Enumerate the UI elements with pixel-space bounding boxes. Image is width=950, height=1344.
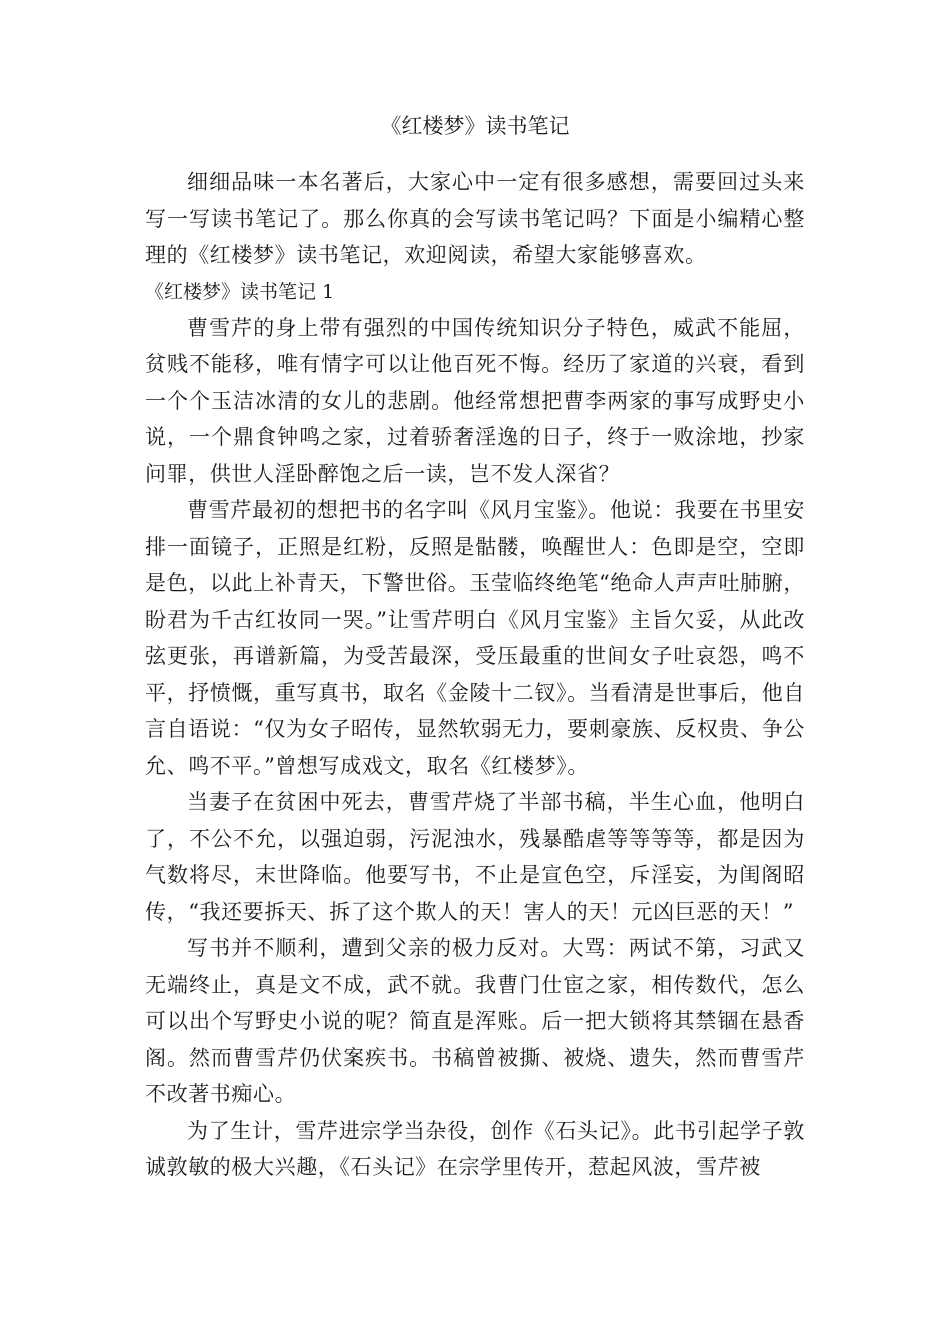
body-paragraph: 曹雪芹的身上带有强烈的中国传统知识分子特色，威武不能屈，贫贱不能移，唯有情字可以让他百死不悔。经历了家道的兴衰，看到一个个玉洁冰清的女儿的悲剧。他经常想把曹李两家的事写成野史小说，一个鼎食钟鸣之家，过着骄奢淫逸的日子，终于一败涂地，抄家问罪，供世人淫卧醉饱之后一读，岂不发人深省？ bbox=[145, 315, 805, 486]
intro-paragraph: 细细品味一本名著后，大家心中一定有很多感想，需要回过头来写一写读书笔记了。那么你真的会写读书笔记吗？下面是小编精心整理的《红楼梦》读书笔记，欢迎阅读，希望大家能够喜欢。 bbox=[145, 170, 805, 267]
body-paragraph: 写书并不顺利，遭到父亲的极力反对。大骂：两试不第，习武又无端终止，真是文不成，武不就。我曹门仕宦之家，相传数代，怎么可以出个写野史小说的呢？简直是浑账。后一把大锁将其禁锢在悬香阁。然而曹雪芹仍伏案疾书。书稿曾被撕、被烧、遗失，然而曹雪芹不改著书痴心。 bbox=[145, 936, 805, 1106]
body-paragraph: 为了生计，雪芹进宗学当杂役，创作《石头记》。此书引起学子敦诚敦敏的极大兴趣，《石头记》在宗学里传开，惹起风波，雪芹被 bbox=[145, 1118, 805, 1179]
body-paragraph: 曹雪芹最初的想把书的名字叫《风月宝鉴》。他说：我要在书里安排一面镜子，正照是红粉，反照是骷髅，唤醒世人：色即是空，空即是色，以此上补青天，下警世俗。玉莹临终绝笔“绝命人声声吐肺腑，盼君为千古红妆同一哭。”让雪芹明白《风月宝鉴》主旨欠妥，从此改弦更张，再谱新篇，为受苦最深，受压最重的世间女子吐哀怨，鸣不平，抒愤慨，重写真书，取名《金陵十二钗》。当看清是世事后，他自言自语说：“仅为女子昭传，显然软弱无力，要刺豪族、反权贵、争公允、鸣不平。”曾想写成戏文，取名《红楼梦》。 bbox=[145, 498, 805, 778]
section-heading: 《红楼梦》读书笔记 1 bbox=[145, 280, 335, 303]
body-paragraph: 当妻子在贫困中死去，曹雪芹烧了半部书稿，半生心血，他明白了，不公不允，以强迫弱，污泥浊水，残暴酷虐等等等等，都是因为气数将尽，末世降临。他要写书，不止是宣色空，斥淫妄，为闺阁昭传，“我还要拆天、拆了这个欺人的天！害人的天！元凶巨恶的天！” bbox=[145, 790, 805, 924]
document-title: 《红楼梦》读书笔记 bbox=[380, 114, 570, 138]
